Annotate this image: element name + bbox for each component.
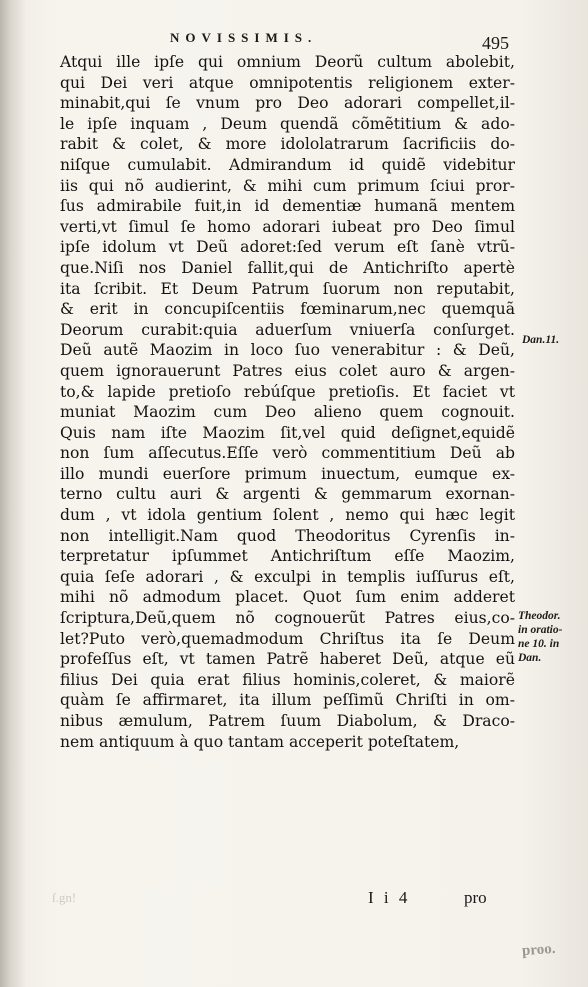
text-line: non intelligit.Nam quod Theodoritus Cyrenſis in-	[60, 526, 515, 545]
text-line: to,& lapide pretioſo rebúſque pretioſis. Et faciet vt	[60, 382, 515, 401]
text-line: profeſſus eſt, vt tamen Patrẽ haberet Deũ, atque eũ	[60, 650, 515, 669]
text-line: non ſum aſſecutus.Eſſe verò commentitium Deũ ab	[60, 444, 515, 463]
text-line: & erit in concupiſcentiis fœminarum,nec quemquã	[60, 300, 515, 319]
text-line: ſus admirabile fuit,in id dementiæ humanã mentem	[60, 197, 515, 216]
margin-note-daniel: Dan.11.	[522, 334, 560, 346]
text-line: Quis nam iſte Maozim ſit,vel quid deſignet,equidẽ	[60, 423, 515, 442]
text-line: ipſe idolum vt Deũ adoret:ſed verum eſt ſanè vtrũ-	[60, 238, 515, 257]
text-line: minabit,qui ſe vnum pro Deo adorari compellet,il-	[60, 94, 515, 113]
text-line: que.Niſi nos Daniel fallit,qui de Antichriſto apertè	[60, 258, 515, 277]
text-line: Deorum curabit:quia aduerſum vniuerſa conſurget.	[60, 320, 515, 339]
text-line: ſcriptura,Deũ,quem nõ cognouerũt Patres eius,co-	[60, 609, 515, 628]
text-line: ita ſcribit. Et Deum Patrum ſuorum non reputabit,	[60, 279, 515, 298]
text-line: nem antiquum à quo tantam acceperit poteſtatem,	[60, 732, 460, 751]
text-line: niſque cumulabit. Admirandum id quidẽ videbitur	[60, 155, 515, 174]
text-line: terpretatur ipſummet Antichriſtum eſſe Maozim,	[60, 547, 515, 566]
show-through-text: ſ.gn!	[52, 890, 77, 905]
text-line: Deũ autẽ Maozim in loco ſuo venerabitur : & Deũ,	[60, 341, 515, 360]
text-line: quàm ſe affirmaret, ita illum peſſimũ Chriſti in om-	[60, 691, 515, 710]
text-line: quem ignorauerunt Patres eius colet auro & argen-	[60, 361, 515, 380]
text-line: verti,vt ſimul ſe homo adorari iubeat pro Deo ſimul	[60, 217, 515, 236]
next-page-edge-text: proo.	[521, 940, 556, 960]
text-line: muniat Maozim cum Deo alieno quem cognouit.	[60, 403, 515, 422]
text-line: illo mundi euerſore primum inuectum, eumque ex-	[60, 464, 515, 483]
text-line: quia ſeſe adorari , & exculpi in templis iuſſurus eſt,	[60, 567, 515, 586]
text-line: nibus æmulum, Patrem ſuum Diabolum, & Draco-	[60, 712, 515, 730]
page-number: 495	[482, 33, 509, 53]
text-line: mihi nõ admodum placet. Quot ſum enim adderet	[60, 588, 515, 607]
text-line: qui Dei veri atque omnipotentis religionem exter-	[60, 73, 515, 92]
margin-note-line: ne 10. in	[518, 638, 560, 650]
margin-note-line: in oratio-	[518, 624, 563, 636]
margin-note-line: Dan.	[518, 652, 542, 664]
catchword: pro	[464, 888, 487, 907]
text-line: le ipſe inquam , Deum quendã cõmẽtitium & ado-	[60, 114, 515, 133]
text-line: let?Puto verò,quemadmodum Chriſtus ita ſe Deum	[60, 629, 515, 648]
running-title: NOVISSIMIS.	[170, 30, 318, 45]
text-line: dum , vt idola gentium ſolent , nemo qui hæc legit	[60, 506, 515, 525]
text-line: filius Dei quia erat filius hominis,coleret, & maiorẽ	[60, 670, 515, 689]
margin-note-line: Theodor.	[518, 610, 561, 622]
signature-mark: I i 4	[368, 888, 408, 907]
text-line: iis qui nõ audierint, & mihi cum primum ſciui pror-	[60, 176, 515, 195]
binding-shadow	[0, 0, 26, 987]
text-line: terno cultu auri & argenti & gemmarum exornan-	[60, 485, 515, 504]
body-text	[60, 52, 515, 752]
margin-note-theodoritus	[518, 609, 562, 665]
text-line: Atqui ille ipſe qui omnium Deorũ cultum abolebit,	[60, 53, 515, 71]
text-line: rabit & colet, & more idololatrarum ſacrificiis do-	[60, 135, 515, 154]
